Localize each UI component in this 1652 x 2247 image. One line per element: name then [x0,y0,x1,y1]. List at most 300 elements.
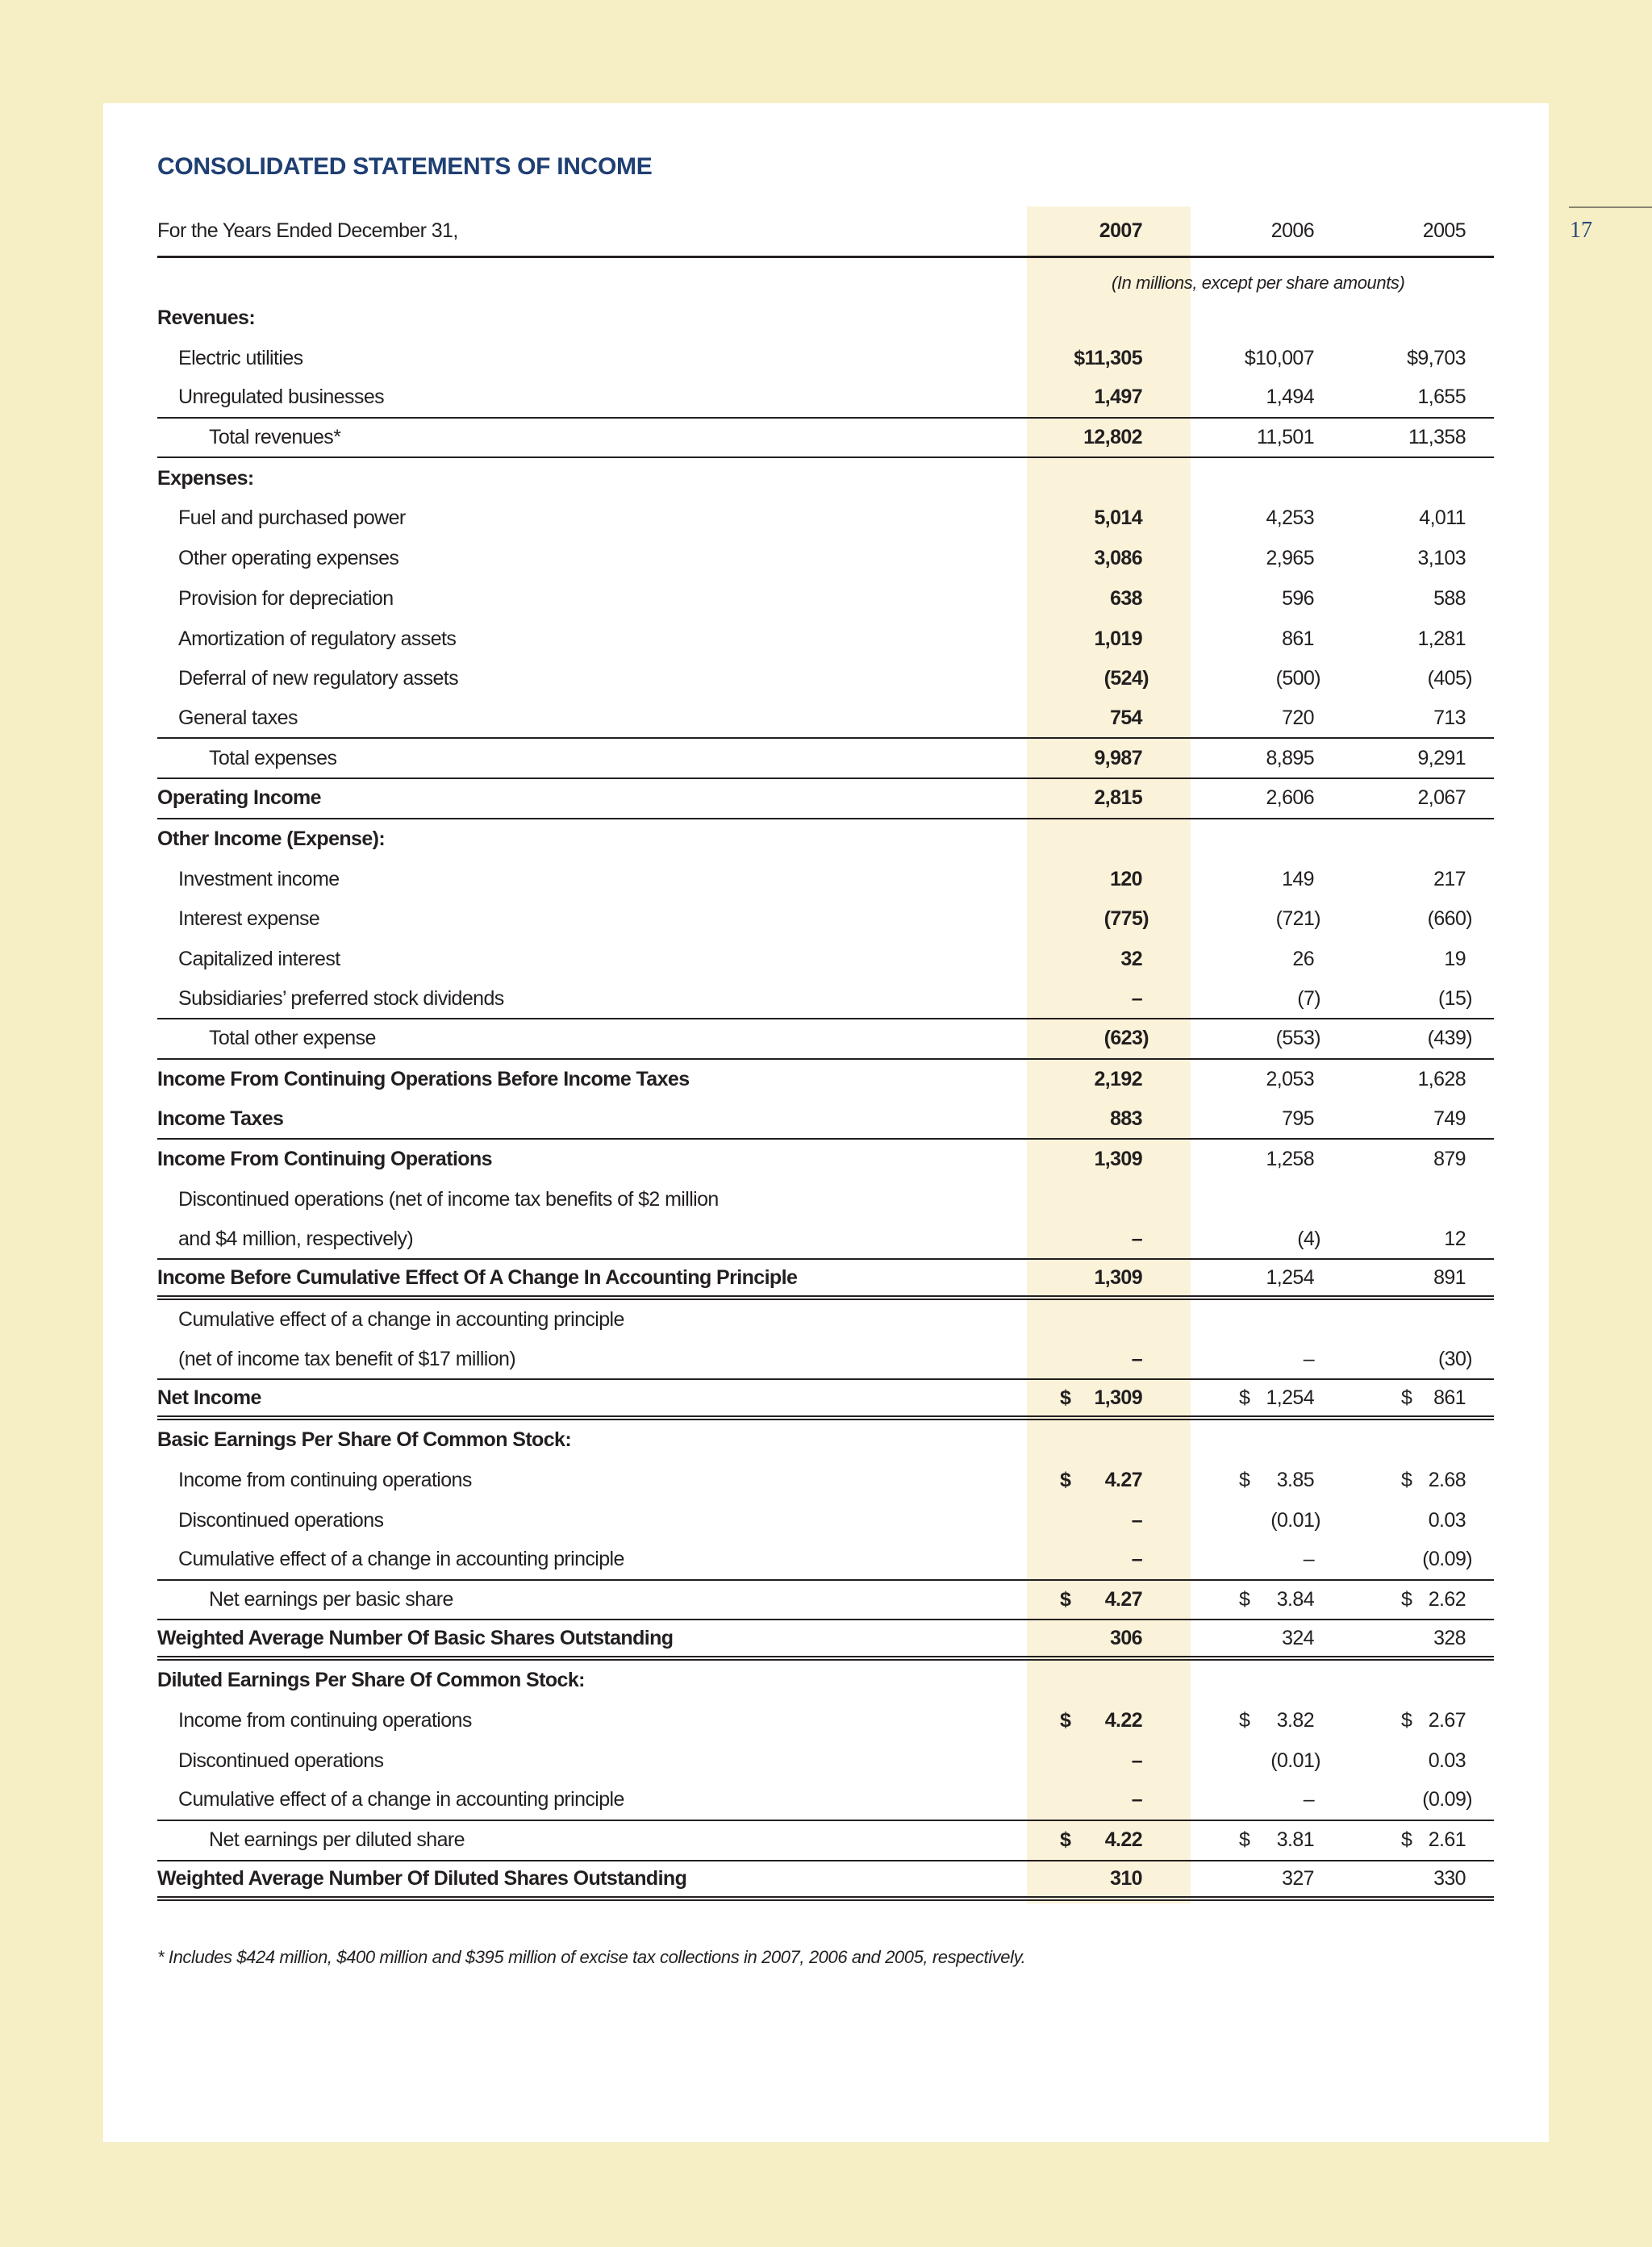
row-label: Expenses: [157,466,254,490]
value-2007 [1027,426,1191,449]
table-row [157,1620,1494,1661]
row-label: Cumulative effect of a change in accounting principle [178,1308,624,1332]
row-label: Operating Income [157,786,321,810]
table-row [157,1500,1494,1540]
table-row [157,979,1494,1019]
value-2005 [1363,1548,1494,1571]
row-label: Other operating expenses [178,547,399,570]
row-label: Total expenses [209,746,337,769]
value-2005 [1363,987,1494,1011]
amount: 5,014 [1094,507,1142,530]
value-2006 [1191,1107,1363,1131]
currency-symbol: $ [1060,1828,1071,1852]
value-2005 [1363,1386,1494,1410]
amount: 1,254 [1266,1386,1314,1409]
row-label: Income Taxes [157,1107,284,1130]
amount: (0.09) [1422,1548,1472,1571]
amount: 149 [1282,867,1314,890]
amount: – [1131,1347,1142,1370]
amount: (775) [1103,907,1149,931]
amount: (30) [1437,1347,1472,1370]
page-number: 17 [1570,218,1592,243]
amount: (0.09) [1422,1788,1472,1811]
amount: $10,007 [1244,346,1314,369]
value-2006 [1191,667,1363,690]
value-2006 [1191,1548,1363,1571]
value-2006 [1191,1749,1363,1773]
value-2006 [1191,707,1363,730]
value-2007 [1027,627,1191,651]
table-row [157,779,1494,819]
value-2007 [1027,868,1191,891]
value-2005 [1363,1867,1494,1891]
value-2007 [1027,667,1191,690]
currency-symbol: $ [1401,1709,1412,1732]
amount: 1,309 [1094,1265,1142,1289]
value-2005 [1363,1828,1494,1852]
value-2005 [1363,1027,1494,1050]
row-label: Investment income [178,867,340,890]
amount: 4.22 [1104,1709,1142,1732]
table-row [157,498,1494,539]
amount: 306 [1110,1626,1142,1649]
value-2005 [1363,1749,1494,1773]
footnote: * Includes $424 million, $400 million and $395 million of excise tax collections in 2007, 2006 and 2005, respectively. [157,1947,1026,1967]
value-2005 [1363,426,1494,449]
row-label: Fuel and purchased power [178,507,406,530]
value-2006 [1191,747,1363,770]
row-label: Subsidiaries’ preferred stock dividends [178,986,504,1010]
value-2006 [1191,1027,1363,1050]
value-2005 [1363,507,1494,530]
amount: 11,501 [1256,426,1314,449]
row-label: Basic Earnings Per Share Of Common Stock: [157,1428,572,1452]
row-label: Capitalized interest [178,948,340,971]
currency-symbol: $ [1060,1588,1071,1611]
amount: 795 [1282,1107,1314,1130]
amount: (660) [1427,907,1472,931]
amount: (439) [1427,1027,1472,1050]
amount: 2,192 [1094,1068,1142,1091]
value-2006 [1191,627,1363,651]
amount: (524) [1103,667,1149,690]
row-label: Net earnings per basic share [209,1588,453,1611]
row-label: Weighted Average Number Of Diluted Shares Outstanding [157,1866,687,1890]
amount: 883 [1110,1107,1142,1130]
value-2005 [1363,347,1494,370]
table-row [157,419,1494,459]
amount: 3,103 [1417,547,1466,570]
amount: 1,494 [1266,386,1314,409]
value-2007 [1027,1228,1191,1251]
value-2007 [1027,1469,1191,1492]
currency-symbol: $ [1060,1386,1071,1409]
amount: 1,258 [1266,1148,1314,1171]
amount: $9,703 [1407,346,1466,369]
amount: 11,358 [1408,426,1466,449]
amount: 749 [1433,1107,1466,1130]
amount: 861 [1282,627,1314,650]
amount: (15) [1437,986,1472,1010]
amount: 861 [1433,1386,1466,1409]
row-label: Net Income [157,1386,261,1409]
value-2006 [1191,907,1363,931]
amount: 310 [1110,1866,1142,1890]
amount: 26 [1292,948,1314,971]
amount: 120 [1110,867,1142,890]
amount: 1,497 [1094,386,1142,409]
table-row [157,859,1494,899]
row-label: Discontinued operations (net of income tax benefits of $2 million [178,1188,719,1211]
value-2006 [1191,386,1363,409]
row-label: Deferral of new regulatory assets [178,667,459,690]
value-2006 [1191,507,1363,530]
value-2007 [1027,1788,1191,1811]
value-2006 [1191,1068,1363,1091]
table-row [157,458,1494,498]
row-label: Net earnings per diluted share [209,1828,465,1852]
amount: (500) [1275,667,1320,690]
value-2006 [1191,1828,1363,1852]
amount: 217 [1433,867,1466,890]
value-2007 [1027,707,1191,730]
value-2006 [1191,547,1363,570]
currency-symbol: $ [1239,1828,1250,1852]
amount: (623) [1103,1027,1149,1050]
value-2005 [1363,1068,1494,1091]
row-label: Discontinued operations [178,1508,384,1532]
value-2006 [1191,1469,1363,1492]
amount: 3.82 [1276,1709,1314,1732]
table-row [157,1220,1494,1261]
amount: – [1131,1508,1142,1532]
amount: 4.27 [1104,1468,1142,1491]
amount: 324 [1282,1626,1314,1649]
table-row [157,739,1494,779]
page-number-rule [1569,206,1652,208]
amount: 330 [1433,1866,1466,1890]
amount: 8,895 [1266,746,1314,769]
value-2005 [1363,1509,1494,1532]
value-2007 [1027,1068,1191,1091]
row-label: Total other expense [209,1027,376,1050]
row-label: Income From Continuing Operations Before Income Taxes [157,1068,690,1091]
value-2005 [1363,1107,1494,1131]
amount: 3.81 [1276,1828,1314,1852]
table-header-row [157,206,1494,258]
amount: – [1131,986,1142,1010]
value-2005 [1363,1148,1494,1171]
table-row [157,1540,1494,1581]
value-2006 [1191,948,1363,971]
page-title: CONSOLIDATED STATEMENTS OF INCOME [157,153,653,180]
table-row [157,1340,1494,1381]
value-2007 [1027,1627,1191,1650]
table-row [157,659,1494,699]
row-label: Interest expense [178,907,320,931]
amount: 3.84 [1276,1588,1314,1611]
table-row [157,1180,1494,1220]
table-row [157,619,1494,659]
table-row [157,539,1494,579]
value-2006 [1191,1588,1363,1611]
units-note: (In millions, except per share amounts) [1112,272,1405,293]
amount: (0.01) [1270,1749,1320,1772]
value-2007 [1027,386,1191,409]
table-row [157,1260,1494,1300]
amount: 3.85 [1276,1468,1314,1491]
amount: 2.67 [1428,1709,1466,1732]
amount: 2,067 [1417,786,1466,810]
value-2005 [1363,907,1494,931]
currency-symbol: $ [1239,1709,1250,1732]
row-label: Discontinued operations [178,1749,384,1772]
value-2006 [1191,1867,1363,1891]
table-row [157,699,1494,740]
amount: 1,628 [1417,1068,1466,1091]
value-2006 [1191,987,1363,1011]
value-2005 [1363,948,1494,971]
table-row [157,338,1494,378]
value-2006 [1191,1709,1363,1732]
amount: (4) [1297,1227,1320,1250]
amount: (553) [1275,1027,1320,1050]
row-label: Income From Continuing Operations [157,1148,492,1171]
amount: 754 [1110,706,1142,729]
row-label: Diluted Earnings Per Share Of Common Stock: [157,1669,585,1692]
row-label: Cumulative effect of a change in accounting principle [178,1788,624,1811]
table-row [157,1821,1494,1861]
table-row [157,1099,1494,1140]
value-2006 [1191,868,1363,891]
amount: 4.22 [1104,1828,1142,1852]
header-year-2005: 2005 [1422,219,1466,242]
value-2005 [1363,386,1494,409]
amount: 720 [1282,706,1314,729]
row-label: (net of income tax benefit of $17 million) [178,1347,516,1370]
value-2005 [1363,1627,1494,1650]
currency-symbol: $ [1401,1588,1412,1611]
value-2005 [1363,868,1494,891]
amount: 327 [1282,1866,1314,1890]
row-label: General taxes [178,706,298,729]
value-2007 [1027,1386,1191,1410]
table-row [157,1581,1494,1621]
value-2005 [1363,747,1494,770]
value-2005 [1363,587,1494,611]
amount: (7) [1297,986,1320,1010]
value-2007 [1027,1749,1191,1773]
amount: 1,309 [1094,1148,1142,1171]
table-row [157,1060,1494,1100]
amount: (405) [1427,667,1472,690]
amount: 9,291 [1417,746,1466,769]
row-label: Provision for depreciation [178,586,394,610]
value-2007 [1027,1709,1191,1732]
currency-symbol: $ [1060,1468,1071,1491]
amount: 638 [1110,586,1142,610]
row-label: Revenues: [157,306,256,330]
value-2006 [1191,786,1363,810]
value-2007 [1027,1509,1191,1532]
value-2007 [1027,987,1191,1011]
value-2007 [1027,1828,1191,1852]
row-label: Electric utilities [178,346,303,369]
amount: – [1131,1749,1142,1772]
value-2007 [1027,1548,1191,1571]
value-2007 [1027,347,1191,370]
value-2005 [1363,707,1494,730]
header-label: For the Years Ended December 31, [157,219,458,242]
value-2007 [1027,786,1191,810]
value-2006 [1191,1627,1363,1650]
value-2007 [1027,1588,1191,1611]
value-2005 [1363,1588,1494,1611]
amount: $11,305 [1074,346,1142,369]
amount: 4.27 [1104,1588,1142,1611]
amount: – [1131,1788,1142,1811]
amount: 12 [1444,1227,1466,1250]
row-label: Total revenues* [209,426,341,449]
value-2007 [1027,547,1191,570]
currency-symbol: $ [1401,1828,1412,1852]
amount: 2,606 [1266,786,1314,810]
amount: 19 [1444,948,1466,971]
table-row [157,1861,1494,1902]
table-row [157,1701,1494,1741]
amount: – [1303,1788,1314,1811]
value-2006 [1191,587,1363,611]
amount: 1,655 [1417,386,1466,409]
amount: (0.01) [1270,1508,1320,1532]
table-row [157,1300,1494,1340]
table-row [157,1461,1494,1501]
table-row [157,1019,1494,1060]
value-2006 [1191,426,1363,449]
currency-symbol: $ [1060,1709,1071,1732]
amount: (721) [1275,907,1320,931]
amount: 2,053 [1266,1068,1314,1091]
amount: 588 [1433,586,1466,610]
value-2007 [1027,907,1191,931]
amount: 9,987 [1094,746,1142,769]
value-2007 [1027,1148,1191,1171]
value-2007 [1027,1107,1191,1131]
amount: 1,281 [1417,627,1466,650]
amount: 891 [1433,1265,1466,1289]
row-label: Other Income (Expense): [157,827,386,850]
table-row [157,1140,1494,1180]
currency-symbol: $ [1401,1386,1412,1409]
value-2007 [1027,1348,1191,1371]
currency-symbol: $ [1239,1468,1250,1491]
value-2006 [1191,1228,1363,1251]
amount: 2.68 [1428,1468,1466,1491]
currency-symbol: $ [1401,1468,1412,1491]
row-label: Income from continuing operations [178,1468,472,1491]
value-2005 [1363,1788,1494,1811]
value-2005 [1363,667,1494,690]
amount: – [1131,1227,1142,1250]
value-2006 [1191,1386,1363,1410]
table-row [157,1781,1494,1821]
amount: 0.03 [1428,1508,1466,1532]
row-label: Income Before Cumulative Effect Of A Change In Accounting Principle [157,1265,798,1289]
table-row [157,378,1494,419]
row-label: Cumulative effect of a change in accounting principle [178,1548,624,1571]
table-row [157,1740,1494,1781]
row-label: Weighted Average Number Of Basic Shares Outstanding [157,1626,674,1649]
table-row [157,940,1494,980]
amount: 328 [1433,1626,1466,1649]
amount: 1,309 [1094,1386,1142,1409]
value-2007 [1027,507,1191,530]
amount: 4,011 [1419,507,1466,530]
value-2007 [1027,1266,1191,1290]
value-2005 [1363,547,1494,570]
amount: 2.62 [1428,1588,1466,1611]
amount: – [1303,1548,1314,1571]
amount: 596 [1282,586,1314,610]
amount: 4,253 [1266,507,1314,530]
header-year-2007: 2007 [1099,219,1142,242]
value-2005 [1363,1348,1494,1371]
value-2006 [1191,1348,1363,1371]
currency-symbol: $ [1239,1386,1250,1409]
row-label: Income from continuing operations [178,1709,472,1732]
amount: 2.61 [1428,1828,1466,1852]
table-row [157,1380,1494,1420]
table-row [157,1420,1494,1461]
amount: – [1303,1347,1314,1370]
value-2006 [1191,1148,1363,1171]
value-2005 [1363,627,1494,651]
amount: 1,254 [1266,1265,1314,1289]
table-row [157,579,1494,619]
row-label: and $4 million, respectively) [178,1227,414,1250]
row-label: Amortization of regulatory assets [178,627,457,650]
table-row [157,819,1494,860]
value-2007 [1027,1027,1191,1050]
amount: 2,965 [1266,547,1314,570]
value-2006 [1191,1788,1363,1811]
amount: 3,086 [1094,547,1142,570]
value-2007 [1027,747,1191,770]
value-2005 [1363,1228,1494,1251]
header-year-2006: 2006 [1270,219,1314,242]
value-2006 [1191,1509,1363,1532]
value-2006 [1191,1266,1363,1290]
table-row [157,899,1494,940]
currency-symbol: $ [1239,1588,1250,1611]
table-row [157,298,1494,339]
amount: 2,815 [1094,786,1142,810]
income-statement-table [157,206,1494,1901]
value-2006 [1191,347,1363,370]
value-2007 [1027,1867,1191,1891]
amount: 32 [1120,948,1142,971]
amount: 1,019 [1094,627,1142,650]
value-2007 [1027,587,1191,611]
value-2005 [1363,1709,1494,1732]
value-2007 [1027,948,1191,971]
amount: 713 [1433,706,1466,729]
value-2005 [1363,1469,1494,1492]
table-row [157,1661,1494,1701]
amount: 0.03 [1428,1749,1466,1772]
value-2005 [1363,1266,1494,1290]
row-label: Unregulated businesses [178,386,385,409]
